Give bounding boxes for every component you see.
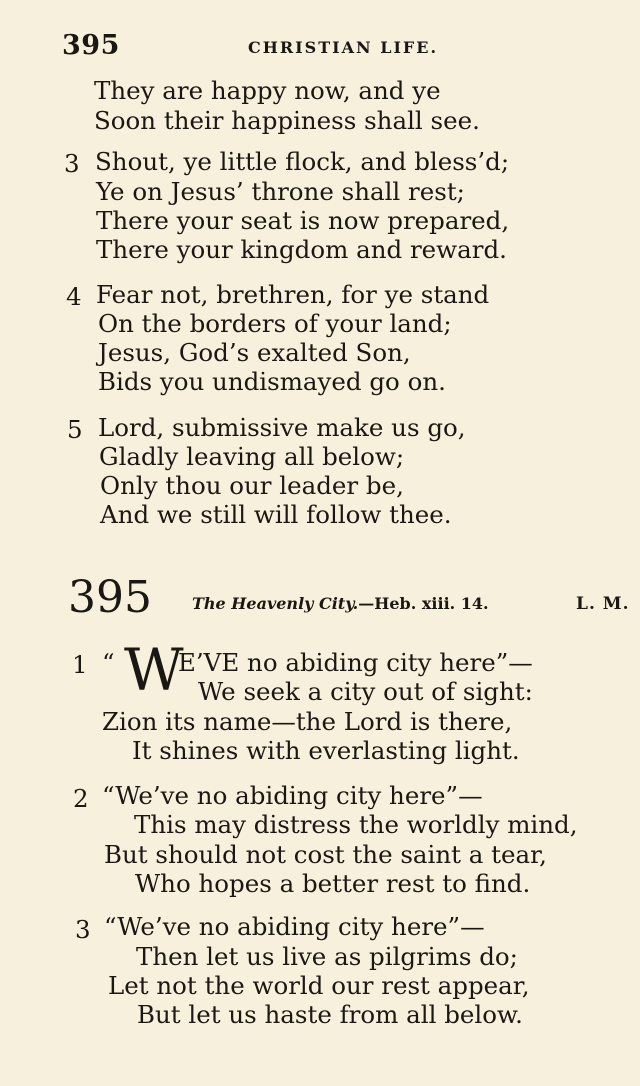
hymn-meter: L. M.	[576, 594, 630, 614]
verse-line: There your kingdom and reward.	[96, 235, 507, 264]
verse-line: And we still will follow thee.	[100, 500, 452, 529]
verse-line: Ye on Jesus’ throne shall rest;	[96, 177, 465, 206]
hymn-title-line	[192, 594, 489, 613]
verse-line: “We’ve no abiding city here”—	[102, 781, 483, 810]
verse-line: But should not cost the saint a tear,	[104, 840, 547, 869]
verse-line: Zion its name—the Lord is there,	[102, 707, 513, 736]
verse-number: 2	[73, 784, 89, 813]
verse-line: We seek a city out of sight:	[198, 677, 533, 706]
verse-line: Jesus, God’s exalted Son,	[98, 338, 411, 367]
verse-line: “We’ve no abiding city here”—	[104, 912, 485, 941]
verse-line: E’VE no abiding city here”—	[178, 648, 533, 677]
drop-cap: W	[124, 636, 184, 704]
hymn-number: 395	[68, 572, 152, 623]
verse-line: There your seat is now prepared,	[96, 206, 510, 235]
open-quote: “	[102, 648, 115, 677]
verse-line: Gladly leaving all below;	[99, 442, 405, 471]
hymn-title: The Heavenly City.	[192, 594, 359, 613]
verse-number: 4	[66, 282, 82, 311]
verse-number: 1	[72, 650, 88, 679]
running-title: CHRISTIAN LIFE.	[248, 38, 439, 57]
verse-line: Lord, submissive make us go,	[98, 413, 466, 442]
page-number: 395	[62, 30, 120, 61]
hymn-scripture-reference: —Heb. xiii. 14.	[358, 594, 489, 613]
verse-line: Let not the world our rest appear,	[108, 971, 530, 1000]
verse-line: Then let us live as pilgrims do;	[136, 942, 518, 971]
verse-number: 5	[67, 415, 83, 444]
verse-line: Who hopes a better rest to find.	[135, 869, 531, 898]
prev-hymn-line: Soon their happiness shall see.	[94, 106, 480, 135]
verse-line: Only thou our leader be,	[100, 471, 404, 500]
verse-line: Bids you undismayed go on.	[98, 367, 446, 396]
verse-line: Fear not, brethren, for ye stand	[96, 280, 490, 309]
verse-number: 3	[75, 915, 91, 944]
verse-line: It shines with everlasting light.	[132, 736, 520, 765]
verse-number: 3	[64, 149, 80, 178]
verse-line: On the borders of your land;	[98, 309, 452, 338]
verse-line: Shout, ye little flock, and bless’d;	[95, 147, 510, 176]
verse-line: But let us haste from all below.	[137, 1000, 523, 1029]
prev-hymn-line: They are happy now, and ye	[94, 76, 441, 105]
verse-line: This may distress the worldly mind,	[134, 810, 578, 839]
